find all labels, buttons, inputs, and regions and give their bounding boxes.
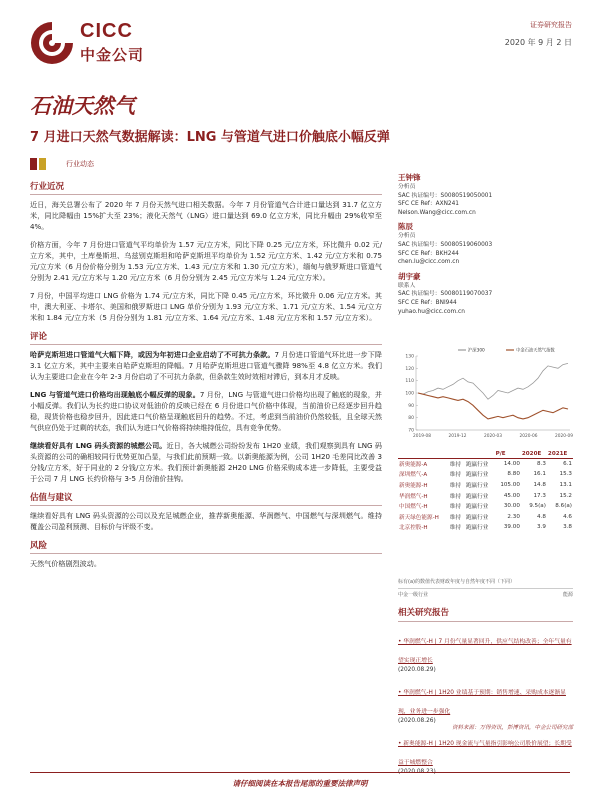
paragraph-text: 天然气价格剧烈波动。 [30,559,101,568]
report-title: 7 月进口天然气数据解读：LNG 与管道气进口价触底小幅反弹 [30,130,390,145]
analyst-email[interactable]: chen.lu@cicc.com.cn [398,259,460,266]
paragraph [30,389,382,433]
company-name: 华润燃气-H [399,493,428,500]
main-content [30,180,382,576]
cicc-logo [28,20,178,70]
paragraph-text: 近日，各大城燃公司纷纷发布 1H20 业绩，我们观察到具有 LNG 码头资源的公司的确相较同行优势更加凸显，与我们此前预期一致。以新奥能源为例，公司 1H20 毛差同比改善 3 分钱/立方米，好于同业的 2 分钱/立方米。我们预计新奥能源 2H20 LNG 价格采购成本进一步降低，主要受益于公司 7 月 LNG 长约价格与 3-5 月份油价挂钩。 [30,441,382,483]
table-cell: 14.8 [533,481,546,488]
x-tick-label: 2020-03 [484,434,502,439]
section-comment [30,330,382,484]
report-tag: 行业动态 [66,160,94,168]
logo-text-cn: 中金公司 [80,46,145,64]
paragraph-text: 7 月份，中国平均进口 LNG 价格为 1.74 元/立方米，同比下降 0.45 元/立方米，环比微升 0.06 元/立方米。其中，澳大利亚、卡塔尔、美国和俄罗斯进口 LNG 单价分别为 1.93 元/立方米、1.71 元/立方米、1.54 元/立方米和 1.84 元/立方米（5 月份分别为 1.81 元/立方米、1.64 元/立方米、1.48 元/立方米和 1.57 元/立方米）。 [30,291,382,322]
section-heading: 评论 [30,330,382,345]
table-cell: 维持 [449,462,462,469]
company-name: 新奥能源-A [399,462,428,469]
analyst-card [398,172,573,217]
table-cell: 跑赢行业 [465,514,489,521]
tag-marker-gold [39,158,46,170]
section-valuation [30,491,382,532]
paragraph [30,510,382,532]
company-name: 北京控股-H [399,525,428,532]
paragraph-lead: LNG 与管道气进口价格均出现触底小幅反弹的现象。 [30,390,200,399]
section-heading: 估值与建议 [30,491,382,506]
table-cell: 维持 [449,482,462,489]
table-cell: 4.6 [563,513,572,520]
table-row [398,501,573,512]
section-industry [30,180,382,323]
analyst-role: 联系人 [398,282,416,289]
section-heading: 行业近况 [30,180,382,195]
report-type: 证券研究报告 [530,21,572,29]
table-cell: 9.5(a) [529,503,546,510]
related-report-date: (2020.08.29) [398,667,436,673]
analyst-sac: SAC 执证编号：S0080519050001 [398,192,493,199]
table-source-left: 中金一级行业 [398,592,429,598]
table-cell: 维持 [449,472,462,479]
table-cell: 3.9 [537,524,546,531]
company-name: 新天绿色能源-H [399,514,439,521]
related-report-title[interactable]: • 华润燃气-H | 1H20 业绩基于预期：销售增速、采购成本逐渐显现，业务进一步强化 [398,690,566,715]
related-report-item[interactable] [398,679,573,725]
table-row [398,469,573,480]
paragraph [30,440,382,484]
paragraph [30,290,382,323]
y-tick-label: 110 [405,379,414,385]
paragraph [30,558,382,569]
analyst-panel [398,170,573,320]
paragraph-lead: 继续看好具有 LNG 码头资源的城燃公司。 [30,441,167,450]
series-line-0 [418,363,568,399]
table-cell: 维持 [449,525,462,532]
paragraph-lead: 哈萨克斯坦进口管道气大幅下降，或因为年初进口企业启动了不可抗力条款。 [30,350,275,359]
analyst-email[interactable]: yuhao.hu@cicc.com.cn [398,308,465,315]
table-header-cell [465,450,495,459]
table-header-cell [398,450,449,459]
table-cell: 17.3 [533,492,546,499]
table-cell: 14.00 [503,461,520,468]
table-cell: 跑赢行业 [465,482,489,489]
table-cell: 维持 [449,514,462,521]
table-header-cell: P/E [495,450,521,459]
x-tick-label: 2020-06 [519,434,538,439]
table-cell: 6.1 [563,461,572,468]
analyst-role: 分析员 [398,233,416,240]
analyst-sac: SAC 执证编号：S0080519060003 [398,241,493,248]
analyst-sac: SAC 执证编号：S0080119070037 [398,291,493,298]
analyst-sfc: SFC CE Ref：BKH244 [398,250,459,257]
table-cell: 8.80 [507,471,520,478]
footer-divider [30,772,570,773]
x-tick-label: 2019-08 [413,434,431,439]
paragraph [30,349,382,382]
y-tick-label: 70 [408,428,414,434]
paragraph-text: 继续看好具有 LNG 码头资源的公司以及充足城燃企业，推荐新奥能源、华润燃气、中国燃气与深圳燃气。维持覆盖公司盈利预测、目标价与评级不变。 [30,511,382,531]
section-risk [30,539,382,569]
table-cell: 跑赢行业 [465,504,489,511]
table-note: 标有(a)的数值代表财政年度与自然年度不同（下同） [398,579,515,585]
table-cell: 维持 [449,493,462,500]
analyst-email[interactable]: Nelson.Wang@cicc.com.cn [398,209,476,216]
y-tick-label: 120 [405,366,414,372]
related-report-title[interactable]: • 华润燃气-H | 7 月份气量显著回升，供应气结构改善；全年气量有望实现正增长 [398,639,572,664]
tag-bar [30,158,94,170]
paragraph-text: 近日，海关总署公布了 2020 年 7 月份天然气进口相关数据。今年 7 月份管道气合计进口量达到 31.7 亿立方米，同比降幅由 15%扩大至 23%；液化天然气（LNG）进口量达到 69.0 亿立方米，同比升幅由 29%收窄至 4%。 [30,200,382,231]
table-row [398,490,573,501]
table-cell: 39.00 [503,524,520,531]
table-cell: 15.2 [559,492,572,499]
y-tick-label: 90 [408,403,414,409]
table-header-cell: 2020E [521,450,547,459]
tag-marker-dark [30,158,37,170]
table-row [398,511,573,522]
analyst-sfc: SFC CE Ref：AXN241 [398,201,459,208]
table-cell: 跑赢行业 [465,525,489,532]
table-cell: 8.3 [537,461,546,468]
table-source [398,588,573,598]
related-reports-list [398,628,573,781]
table-cell: 15.3 [559,471,572,478]
table-row [398,459,573,470]
rating-table [398,450,573,533]
company-name: 中国燃气-H [399,504,428,511]
table-row [398,480,573,491]
related-report-item[interactable] [398,628,573,674]
table-cell: 16.1 [533,471,546,478]
related-source: 资料来源：万得资讯，彭博资讯，中金公司研究部 [451,725,573,731]
paragraph-text: 7 月份进口管道气环比进一步下降 3.1 亿立方米，其中主要来自哈萨克斯坦的降幅。7 月哈萨克斯坦进口管道气骤降 98%至 4.8 亿立方米。我们认为主要进口企业在今年 2-3 月份启动了不可抗力条款，但条款生效时效相对滞后，到本月才反映。 [30,350,382,381]
cicc-logo-mark-icon [28,20,76,66]
table-cell: 105.00 [500,481,520,488]
table-cell: 跑赢行业 [465,493,489,500]
analyst-name: 陈辰 [398,222,413,232]
section-heading: 风险 [30,539,382,554]
paragraph [30,199,382,232]
paragraph-text: 价格方面，今年 7 月份进口管道气平均单价为 1.57 元/立方米，同比下降 0.25 元/立方米，环比微升 0.02 元/立方米，其中，土库曼斯坦、乌兹别克斯坦和哈萨克斯坦平均单价为 1.52 元/立方米、1.42 元/立方米和 0.75 元/立方米（6 月份价格分别为 1.53 元/立方米、1.43 元/立方米和 1.30 元/立方米），缅甸与俄罗斯进口管道气分别为 2.41 元/立方米与 1.20 元/立方米（6 月份分别为 2.45 元/立方米与 1.24 元/立方米）。 [30,240,382,282]
table-cell: 45.00 [503,492,520,499]
analyst-name: 王钟锋 [398,173,421,182]
company-name: 深圳燃气-A [399,472,428,479]
paragraph [30,239,382,283]
table-cell: 维持 [449,504,462,511]
y-tick-label: 130 [405,354,414,360]
related-report-item[interactable] [398,730,573,776]
table-row [398,522,573,533]
analyst-name: 胡宇豪 [398,271,421,281]
legend-label: 沪深300 [468,348,485,354]
table-header-cell: 2021E [547,450,573,459]
analyst-role: 分析员 [398,184,416,190]
table-cell: 30.00 [503,503,520,510]
y-tick-label: 100 [405,391,414,397]
sector-name: 石油天然气 [30,93,135,118]
report-date: 2020 年 9 月 2 日 [504,38,572,47]
performance-chart [398,342,573,442]
table-cell: 4.8 [537,513,546,520]
legal-footer: 请仔细阅读在本报告尾部的重要法律声明 [232,779,368,788]
company-name: 新奥能源-H [399,482,428,489]
related-report-date: (2020.08.26) [398,718,436,724]
x-tick-label: 2019-12 [448,434,467,439]
table-cell: 2.30 [507,513,520,520]
related-reports-heading: 相关研究报告 [398,606,573,622]
table-header-row [398,450,573,459]
x-tick-label: 2020-09 [555,434,573,439]
analyst-card [398,221,573,266]
related-report-title[interactable]: • 新奥能源-H | 1H20 现金流与气量指引影响公司股价展望；长期受益于城燃整合 [398,741,572,766]
legend-label: 中金石油天然气指数 [516,348,555,354]
table-cell: 3.8 [563,524,572,531]
paragraph-text: 7 月份，LNG 与管道气进口价格均出现了触底的现象，并小幅反弹。我们认为长约进口协议对低油价的反映已经在 6 月份进口气价格中体现，当前油价已经逐步回升趋稳，现货价格也稳步回升，因此进口气价格呈现触底回升的趋势。不过，考虑到当前油价仍然较低，且全球天然气供应仍处于过剩的状态，我们认为进口气价格将持续维持低位，具有竞争优势。 [30,390,382,432]
y-tick-label: 80 [408,416,414,422]
table-cell: 跑赢行业 [465,472,489,479]
table-header-cell [449,450,465,459]
analyst-card [398,271,573,316]
table-cell: 13.1 [559,481,572,488]
table-cell: 8.6(a) [555,503,572,510]
table-source-right: 能源 [562,592,573,598]
table-cell: 跑赢行业 [465,462,489,469]
logo-text-en: CICC [80,20,133,42]
analyst-sfc: SFC CE Ref：BNI944 [398,299,457,306]
series-line-1 [418,393,568,419]
